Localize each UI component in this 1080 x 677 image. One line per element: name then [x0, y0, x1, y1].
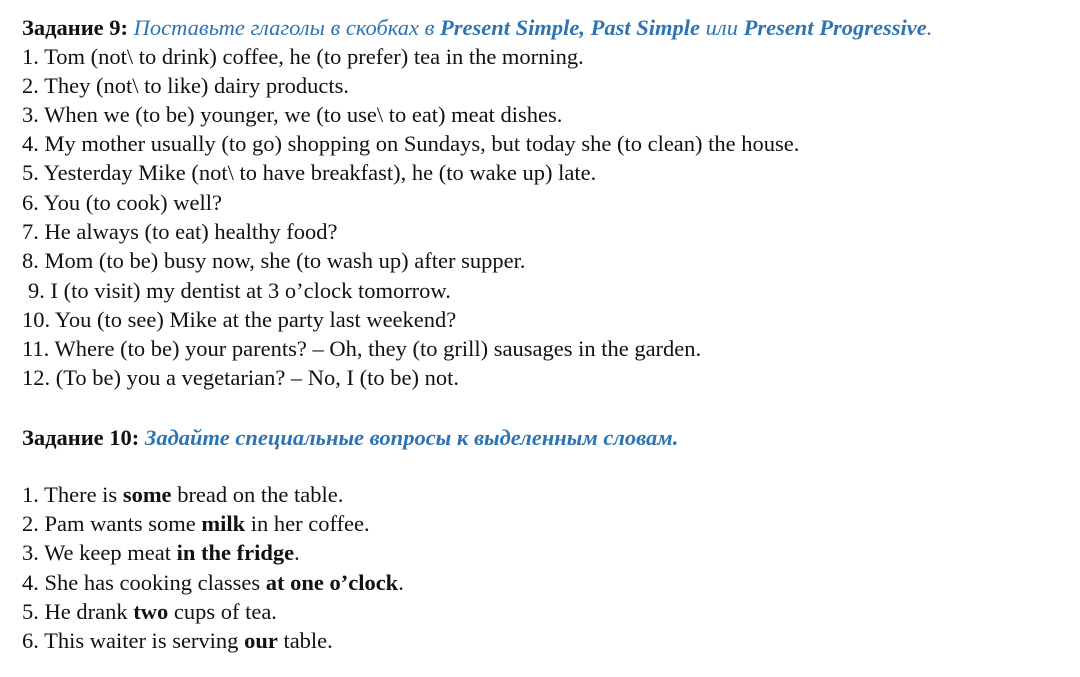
task9-instruction-or: или [705, 15, 738, 40]
task10-item [22, 569, 404, 597]
task9-instruction-text: Поставьте глаголы в скобках в [133, 15, 435, 40]
task10-instruction: Задайте специальные вопросы к выделенным словам. [144, 425, 679, 450]
task9-instruction-end: . [926, 15, 933, 40]
task10-item-text: in her coffee. [245, 511, 370, 536]
task10-heading [22, 424, 678, 452]
task10-item [22, 481, 343, 509]
task10-item-text: 2. Pam wants some [22, 511, 202, 536]
task10-item-text: 4. She has cooking classes [22, 570, 266, 595]
task10-item [22, 539, 300, 567]
task10-item-highlight: two [133, 599, 169, 624]
task9-item: 11. Where (to be) your parents? – Oh, they (to grill) sausages in the garden. [22, 336, 702, 361]
task9-item: 9. I (to visit) my dentist at 3 o’clock tomorrow. [28, 278, 451, 303]
task9-tense-present-progressive: Present Progressive [743, 15, 927, 40]
task9-item: 6. You (to cook) well? [22, 190, 222, 215]
task9-item: 8. Mom (to be) busy now, she (to wash up) after supper. [22, 248, 526, 273]
task10-label: Задание 10: [22, 425, 140, 450]
task10-item [22, 598, 277, 626]
task9-item: 12. (To be) you a vegetarian? – No, I (to be) not. [22, 365, 460, 390]
task9-item: 3. When we (to be) younger, we (to use\ to eat) meat dishes. [22, 102, 563, 127]
task10-item-text: 1. There is [22, 482, 123, 507]
task10-item-text: table. [277, 628, 333, 653]
task9-item: 10. You (to see) Mike at the party last weekend? [22, 307, 457, 332]
task10-item-highlight: our [244, 628, 278, 653]
task10-item-highlight: some [122, 482, 172, 507]
task10-item [22, 510, 370, 538]
task9-item: 4. My mother usually (to go) shopping on Sundays, but today she (to clean) the house. [22, 131, 800, 156]
task10-item-highlight: at one o’clock [265, 570, 399, 595]
task9-item: 5. Yesterday Mike (not\ to have breakfast), he (to wake up) late. [22, 160, 597, 185]
task9-tense-past-simple: Past Simple [590, 15, 701, 40]
task9-item: 7. He always (to eat) healthy food? [22, 219, 338, 244]
task10-item [22, 627, 333, 655]
task10-item-text: 5. He drank [22, 599, 134, 624]
task10-item-text: 6. This waiter is serving [22, 628, 245, 653]
task10-item-highlight: in the fridge [176, 540, 295, 565]
task10-item-text: . [398, 570, 404, 595]
task9-item: 2. They (not\ to like) dairy products. [22, 73, 350, 98]
task10-item-text: bread on the table. [171, 482, 344, 507]
task10-item-text: 3. We keep meat [22, 540, 177, 565]
task9-heading [22, 14, 932, 42]
task10-item-text: cups of tea. [168, 599, 277, 624]
task10-item-text: . [294, 540, 300, 565]
task10-item-highlight: milk [201, 511, 246, 536]
task9-item: 1. Tom (not\ to drink) coffee, he (to prefer) tea in the morning. [22, 44, 584, 69]
task9-tense-present-simple: Present Simple, [440, 15, 585, 40]
task9-label: Задание 9: [22, 15, 129, 40]
